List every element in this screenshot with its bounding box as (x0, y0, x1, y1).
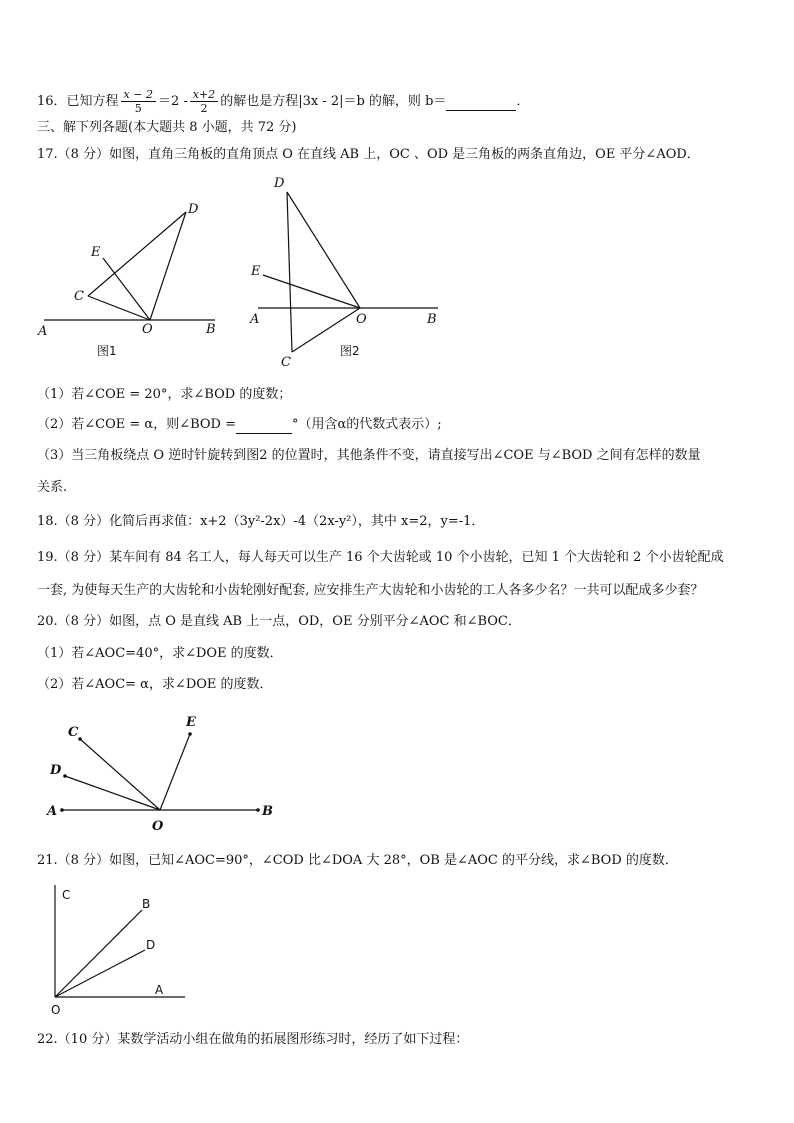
q19-line-2: 一套, 为使每天生产的大齿轮和小齿轮刚好配套, 应安排生产大齿轮和小齿轮的工人各多少名？一共可以配成多少套？ (37, 583, 704, 598)
q20-label-c: C (68, 725, 79, 740)
fig1-caption: 图1 (97, 344, 117, 358)
q16: 16．已知方程 $\frac{x - 2}{5}$ ＝2 - $\frac{x+2}{2}$ 的解也是方程|3x - 2|＝b 的解，则 b＝ ． (37, 88, 530, 115)
section-title: 三、解下列各题(本大题共 8 小题，共 72 分) (37, 120, 297, 135)
fraction-1: $\frac{x - 2}{5}$ (121, 88, 156, 115)
fig1-label-c: C (74, 289, 84, 304)
fig2-label-o: O (356, 312, 367, 327)
q19-line-1: 19.（8 分）某车间有 84 名工人，每人每天可以生产 16 个大齿轮或 10 个小齿轮，已知 1 个大齿轮和 2 个小齿轮配成 (37, 550, 724, 565)
q21-label-o: O (51, 1003, 61, 1017)
fig2-label-a: A (250, 312, 260, 327)
q20-label-a: A (47, 804, 58, 819)
q17-part-2: （2）若∠COE = α，则∠BOD = °（用含α的代数式表示）; (37, 417, 442, 432)
q20-part-2: （2）若∠AOC= α，求∠DOE 的度数． (37, 677, 273, 692)
q20-label-o: O (152, 819, 164, 834)
q21-label-a: A (155, 983, 164, 997)
fig1-label-b: B (206, 322, 216, 337)
q21-label-b: B (142, 897, 151, 911)
q17-part-3-line-1: （3）当三角板绕点 O 逆时针旋转到图2 的位置时，其他条件不变，请直接写出∠COE 与∠BOD 之间有怎样的数量 (37, 448, 701, 463)
fig1-label-e: E (91, 245, 101, 260)
q20-label-b: B (262, 804, 273, 819)
fig2-label-e: E (251, 264, 261, 279)
fig2-label-b: B (427, 312, 437, 327)
q17-stem: 17.（8 分）如图，直角三角板的直角顶点 O 在直线 AB 上，OC 、OD 是三角板的两条直角边，OE 平分∠AOD． (37, 147, 700, 162)
q21-label-d: D (146, 938, 156, 952)
fig1-label-a: A (38, 324, 48, 339)
q21-label-c: C (62, 888, 71, 902)
q20-stem: 20.（8 分）如图，点 O 是直线 AB 上一点，OD，OE 分别平分∠AOC 和∠BOC． (37, 614, 521, 629)
fig2-label-d: D (274, 176, 285, 191)
q17-part-1: （1）若∠COE = 20°，求∠BOD 的度数； (37, 387, 292, 402)
fig1-label-o: O (142, 322, 153, 337)
q17-part-3-line-2: 关系. (37, 480, 68, 495)
fraction-2: $\frac{x+2}{2}$ (190, 88, 218, 115)
q21: 21.（8 分）如图，已知∠AOC=90°，∠COD 比∠DOA 大 28°，OB 是∠AOC 的平分线，求∠BOD 的度数． (37, 853, 678, 868)
q22: 22.（10 分）某数学活动小组在做角的拓展图形练习时，经历了如下过程： (37, 1032, 469, 1047)
fig1-label-d: D (188, 202, 199, 217)
fig2-caption: 图2 (340, 344, 360, 358)
fig2-label-c: C (281, 355, 291, 370)
q18: 18.（8 分）化简后再求值：x+2（3y²-2x）-4（2x-y²），其中 x=2，y=-1． (37, 514, 485, 529)
q20-part-1: （1）若∠AOC=40°，求∠DOE 的度数． (37, 646, 283, 661)
q20-label-d: D (50, 763, 62, 778)
q20-label-e: E (186, 715, 196, 730)
